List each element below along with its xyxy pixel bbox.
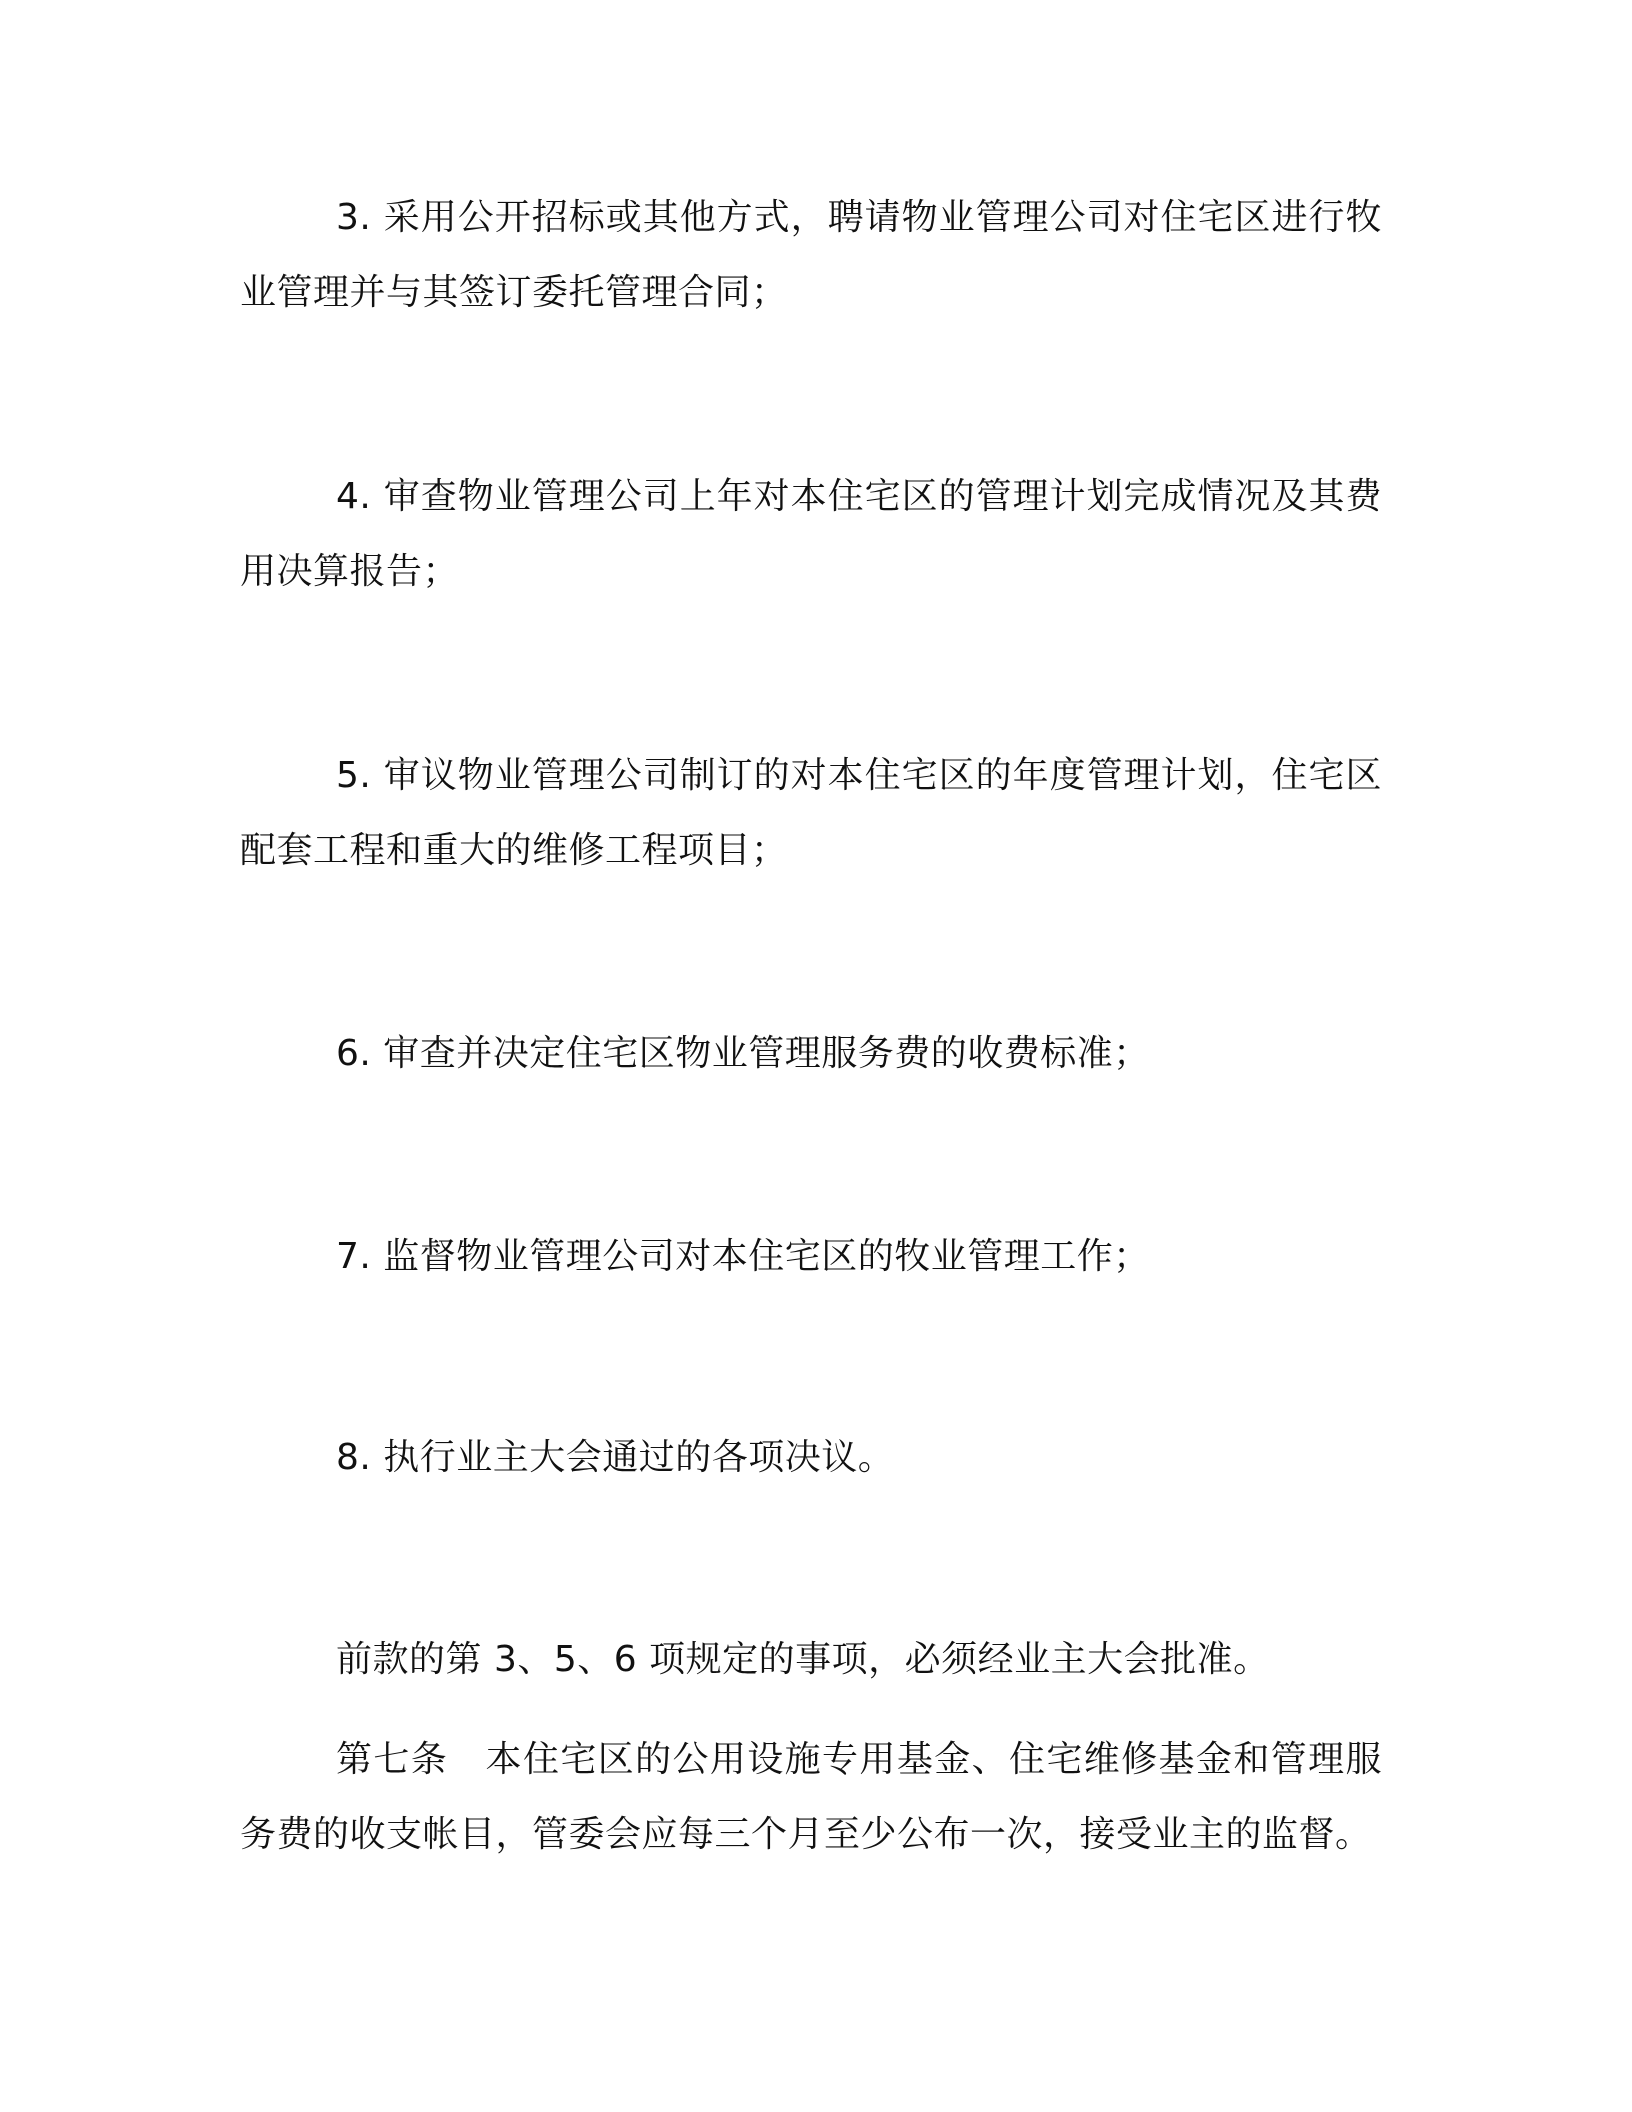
paragraph-item-6: 6. 审查并决定住宅区物业管理服务费的收费标准； xyxy=(336,1033,1150,1074)
paragraph-item-7: 7. 监督物业管理公司对本住宅区的牧业管理工作； xyxy=(336,1236,1150,1277)
paragraph-item-5: 5. 审议物业管理公司制订的对本住宅区的年度管理计划，住宅区配套工程和重大的维修工程项目； xyxy=(240,755,1382,871)
paragraph-item-4: 4. 审查物业管理公司上年对本住宅区的管理计划完成情况及其费用决算报告； xyxy=(240,476,1382,592)
paragraph-article-7: 第七条 本住宅区的公用设施专用基金、住宅维修基金和管理服务费的收支帐目，管委会应每三个月至少公布一次，接受业主的监督。 xyxy=(240,1739,1382,1855)
paragraph-item-8: 8. 执行业主大会通过的各项决议。 xyxy=(336,1437,895,1478)
paragraph-item-3: 3. 采用公开招标或其他方式，聘请物业管理公司对住宅区进行牧业管理并与其签订委托管理合同； xyxy=(240,197,1382,313)
paragraph-approval-note: 前款的第 3、5、6 项规定的事项，必须经业主大会批准。 xyxy=(336,1639,1270,1680)
